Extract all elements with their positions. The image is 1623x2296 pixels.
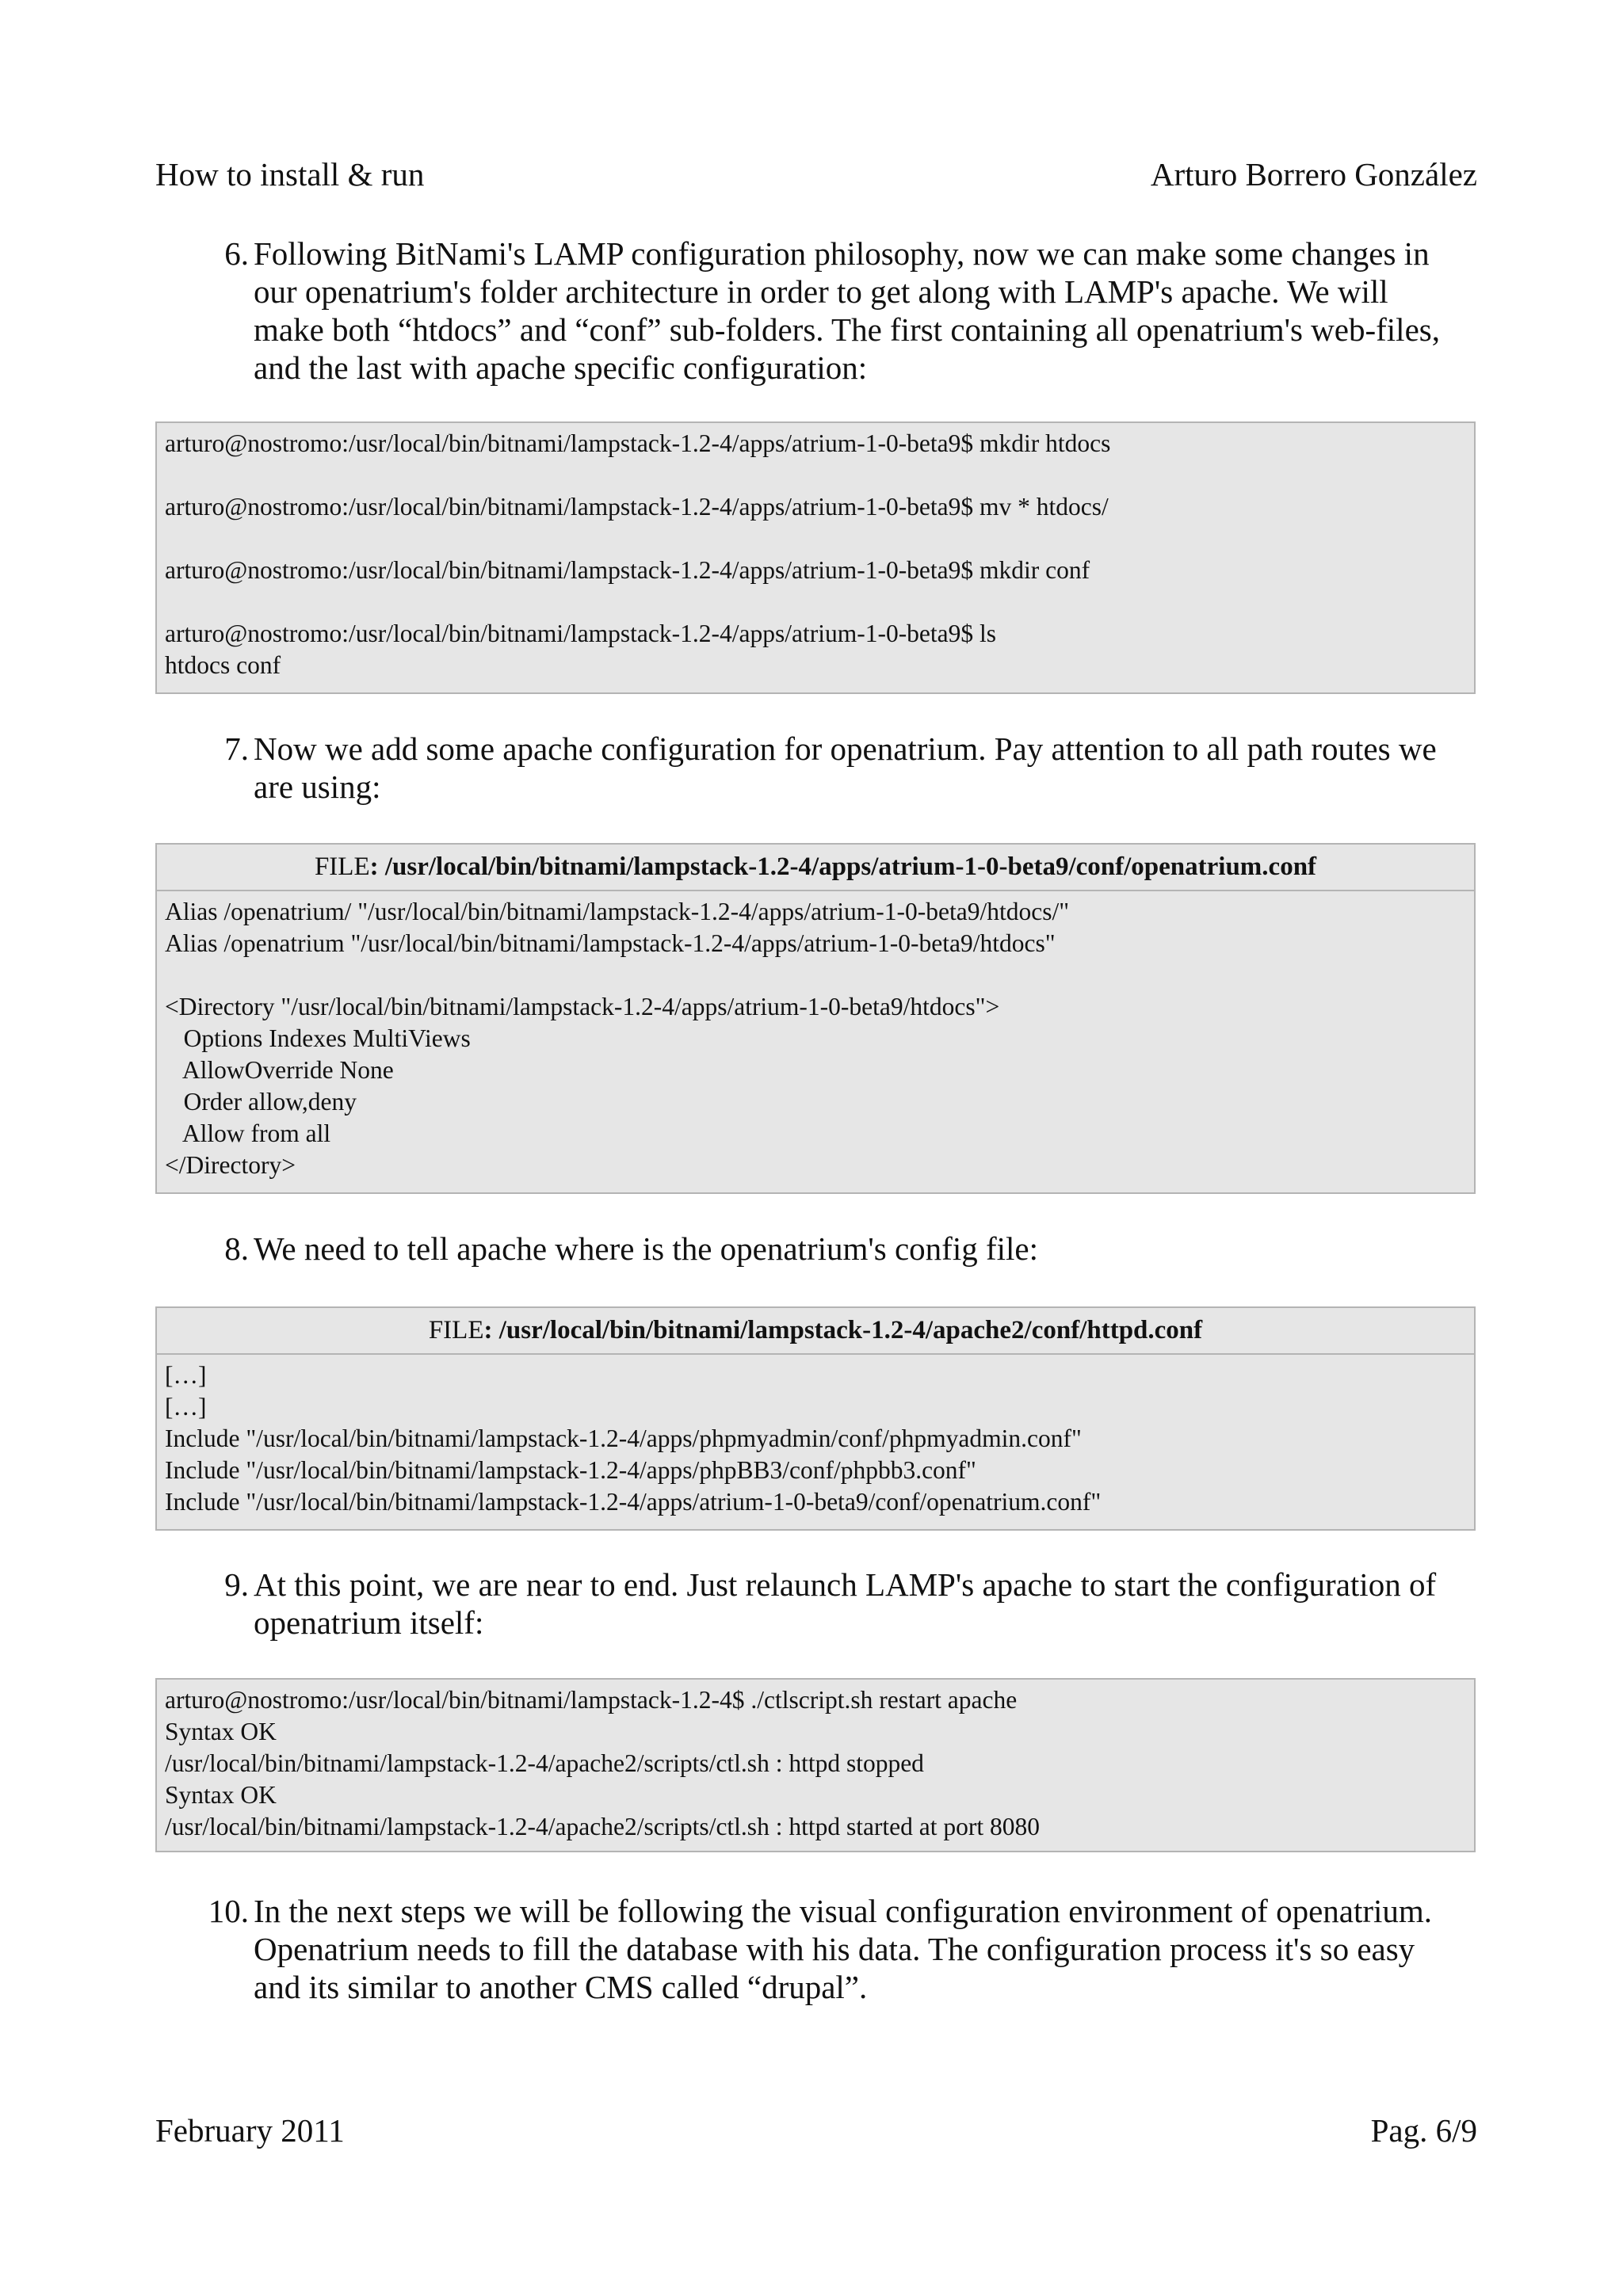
code-content: arturo@nostromo:/usr/local/bin/bitnami/lampstack-1.2-4$ ./ctlscript.sh restart apache Syntax OK /usr/local/bin/bitnami/lampstack-1.2-4/apache2/scripts/ctl.sh : httpd stopped Syntax OK /usr/local/bin/bitnami/lampstack-1.2-4/apache2/scripts/ctl.sh : httpd started at port 8080 <box>165 1686 1041 1840</box>
step-8 <box>203 1230 1479 1269</box>
step-number: 6. <box>224 235 249 272</box>
code-block-openatrium-conf <box>155 843 1476 1194</box>
file-label: FILE <box>314 852 370 881</box>
step-6 <box>203 235 1479 393</box>
page-header <box>155 154 1477 195</box>
step-7 <box>203 730 1479 809</box>
page-number: Pag. 6/9 <box>1370 2112 1477 2149</box>
step-text: We need to tell apache where is the openatrium's config file: <box>254 1230 1038 1267</box>
file-label: FILE <box>428 1316 484 1344</box>
code-block-httpd-conf <box>155 1306 1476 1531</box>
code-content: Alias /openatrium/ "/usr/local/bin/bitnami/lampstack-1.2-4/apps/atrium-1-0-beta9/htdocs/" Alias /openatrium "/usr/local/bin/bitnami/lampstack-1.2-4/apps/atrium-1-0-beta9/htdocs" <Directory "/usr/local/bin/bitnami/lampstack-1.2-4/apps/atrium-1-0-beta9/htdocs"> Options Indexes MultiViews AllowOverride None Order allow,deny Allow from all </Directory> <box>165 898 1070 1179</box>
step-9 <box>203 1566 1479 1645</box>
code-content: […] […] Include "/usr/local/bin/bitnami/lampstack-1.2-4/apps/phpmyadmin/conf/phpmyadmin.conf" Include "/usr/local/bin/bitnami/lampstack-1.2-4/apps/phpBB3/conf/phpbb3.conf" Include "/usr/local/bin/bitnami/lampstack-1.2-4/apps/atrium-1-0-beta9/conf/openatrium.conf" <box>165 1361 1102 1516</box>
step-number: 10. <box>208 1893 249 1929</box>
code-block-mkdir <box>155 421 1476 694</box>
header-title: How to install & run <box>155 156 425 193</box>
step-number: 9. <box>224 1566 249 1603</box>
step-text: Now we add some apache configuration for openatrium. Pay attention to all path routes we are using: <box>254 730 1437 805</box>
file-path: : /usr/local/bin/bitnami/lampstack-1.2-4/apache2/conf/httpd.conf <box>483 1316 1203 1344</box>
step-number: 7. <box>224 730 249 767</box>
step-text: At this point, we are near to end. Just relaunch LAMP's apache to start the configuration of openatrium itself: <box>254 1566 1437 1641</box>
code-block-restart-apache <box>155 1678 1476 1852</box>
header-author: Arturo Borrero González <box>1150 156 1477 193</box>
step-text: In the next steps we will be following the visual configuration environment of openatrium. Openatrium needs to fill the database with his data. The configuration process it's so easy and its similar to another CMS called “drupal”. <box>254 1893 1433 2005</box>
page-footer <box>155 2110 1477 2151</box>
file-header <box>157 1308 1474 1355</box>
step-number: 8. <box>224 1230 249 1267</box>
step-10 <box>203 1892 1479 2011</box>
file-header <box>157 845 1474 891</box>
code-content: arturo@nostromo:/usr/local/bin/bitnami/lampstack-1.2-4/apps/atrium-1-0-beta9$ mkdir htdocs arturo@nostromo:/usr/local/bin/bitnami/lampstack-1.2-4/apps/atrium-1-0-beta9$ mv * htdocs/ arturo@nostromo:/usr/local/bin/bitnami/lampstack-1.2-4/apps/atrium-1-0-beta9$ mkdir conf arturo@nostromo:/usr/local/bin/bitnami/lampstack-1.2-4/apps/atrium-1-0-beta9$ ls htdocs conf <box>165 429 1111 679</box>
step-text: Following BitNami's LAMP configuration philosophy, now we can make some changes in our openatrium's folder architecture in order to get along with LAMP's apache. We will make both “htdocs” and “conf” sub-folders. The first containing all openatrium's web-files, and the last with apache specific configuration: <box>254 235 1440 386</box>
footer-date: February 2011 <box>155 2112 345 2149</box>
file-path: : /usr/local/bin/bitnami/lampstack-1.2-4/apps/atrium-1-0-beta9/conf/openatrium.conf <box>369 852 1317 881</box>
